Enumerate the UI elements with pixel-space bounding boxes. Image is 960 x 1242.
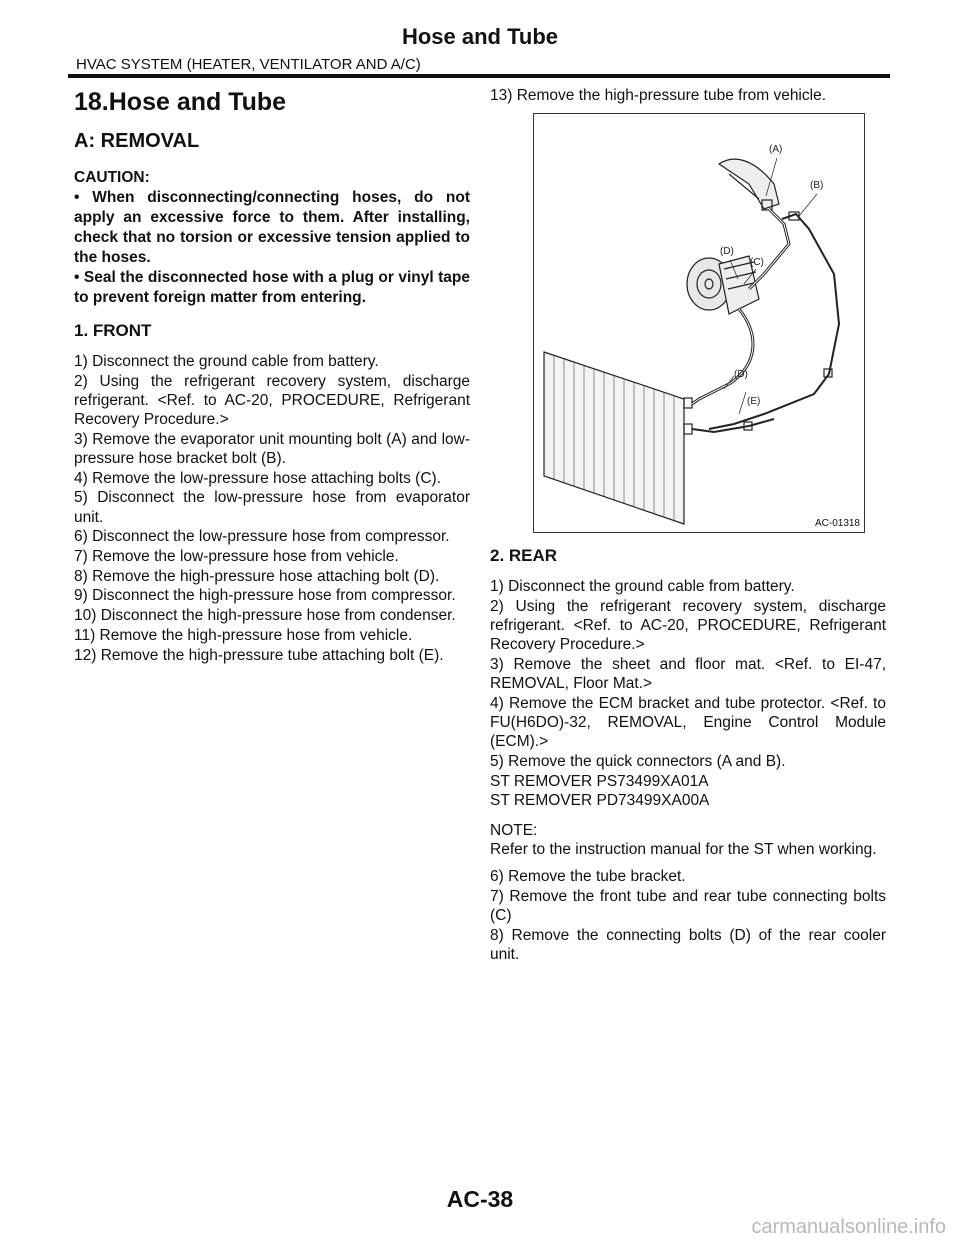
page-number: AC-38 <box>446 1186 514 1212</box>
special-tool-line: ST REMOVER PS73499XA01A <box>490 772 709 790</box>
front-step: 12) Remove the high-pressure tube attaching bolt (E). <box>74 646 444 664</box>
front-step: 5) Disconnect the low-pressure hose from evaporator unit. <box>74 489 470 526</box>
right-column <box>490 86 886 964</box>
note-text: Refer to the instruction manual for the ST when working. <box>490 840 877 858</box>
left-column <box>74 86 470 665</box>
front-step: 4) Remove the low-pressure hose attaching bolts (C). <box>74 469 441 487</box>
rear-step: 8) Remove the connecting bolts (D) of the rear cooler unit. <box>490 926 886 963</box>
rear-step: 4) Remove the ECM bracket and tube protector. <Ref. to FU(H6DO)-32, REMOVAL, Engine Control Module (ECM).> <box>490 694 886 751</box>
page-header-title: Hose and Tube <box>401 24 559 49</box>
diagram-label-c: (C) <box>750 257 764 269</box>
figure-code: AC-01318 <box>814 518 860 530</box>
front-step: 1) Disconnect the ground cable from battery. <box>74 353 379 370</box>
front-step: 13) Remove the high-pressure tube from vehicle. <box>490 87 826 104</box>
rear-heading: 2. REAR <box>490 546 558 566</box>
special-tool-line: ST REMOVER PD73499XA00A <box>490 792 710 810</box>
front-step: 3) Remove the evaporator unit mounting bolt (A) and low-pressure hose bracket bolt (B). <box>74 430 470 468</box>
header-divider <box>68 74 890 78</box>
subsection-title: A: REMOVAL <box>74 130 200 152</box>
front-step: 2) Using the refrigerant recovery system, discharge refrigerant. <Ref. to AC-20, PROCEDURE, Refrigerant Recovery Procedure.> <box>74 372 470 429</box>
hose-tube-diagram <box>533 113 865 533</box>
front-step: 9) Disconnect the high-pressure hose from compressor. <box>74 587 456 605</box>
front-step: 10) Disconnect the high-pressure hose from condenser. <box>74 607 456 625</box>
diagram-label-d-top: (D) <box>720 246 734 258</box>
rear-step: 3) Remove the sheet and floor mat. <Ref. to EI-47, REMOVAL, Floor Mat.> <box>490 656 886 693</box>
caution-label: CAUTION: <box>74 169 150 186</box>
diagram-label-d-bottom: (D) <box>734 369 748 381</box>
front-step: 6) Disconnect the low-pressure hose from compressor. <box>74 528 450 546</box>
note-block <box>490 821 886 859</box>
rear-step: 7) Remove the front tube and rear tube connecting bolts (C) <box>490 887 886 924</box>
rear-step: 1) Disconnect the ground cable from battery. <box>490 578 795 596</box>
diagram-label-b: (B) <box>810 180 824 192</box>
front-heading: 1. FRONT <box>74 321 152 340</box>
watermark: carmanualsonline.info <box>751 1216 946 1238</box>
page-header-subtitle: HVAC SYSTEM (HEATER, VENTILATOR AND A/C) <box>76 56 421 73</box>
note-label: NOTE: <box>490 821 538 839</box>
rear-step: 6) Remove the tube bracket. <box>490 868 686 886</box>
caution-item: • Seal the disconnected hose with a plug or vinyl tape to prevent foreign matter from entering. <box>74 269 470 306</box>
diagram-drawing <box>534 114 864 532</box>
rear-step: 2) Using the refrigerant recovery system, discharge refrigerant. <Ref. to AC-20, PROCEDURE, Refrigerant Recovery Procedure.> <box>490 597 886 654</box>
front-step: 11) Remove the high-pressure hose from vehicle. <box>74 626 413 644</box>
section-title: 18.Hose and Tube <box>74 88 287 116</box>
rear-step: 5) Remove the quick connectors (A and B). <box>490 753 786 771</box>
diagram-label-e: (E) <box>747 396 761 408</box>
front-step: 7) Remove the low-pressure hose from vehicle. <box>74 548 399 566</box>
front-step: 8) Remove the high-pressure hose attaching bolt (D). <box>74 567 440 585</box>
caution-item: • When disconnecting/connecting hoses, do not apply an excessive force to them. After installing, check that no torsion or excessive tension applied to the hoses. <box>74 189 470 266</box>
diagram-label-a: (A) <box>769 144 783 156</box>
